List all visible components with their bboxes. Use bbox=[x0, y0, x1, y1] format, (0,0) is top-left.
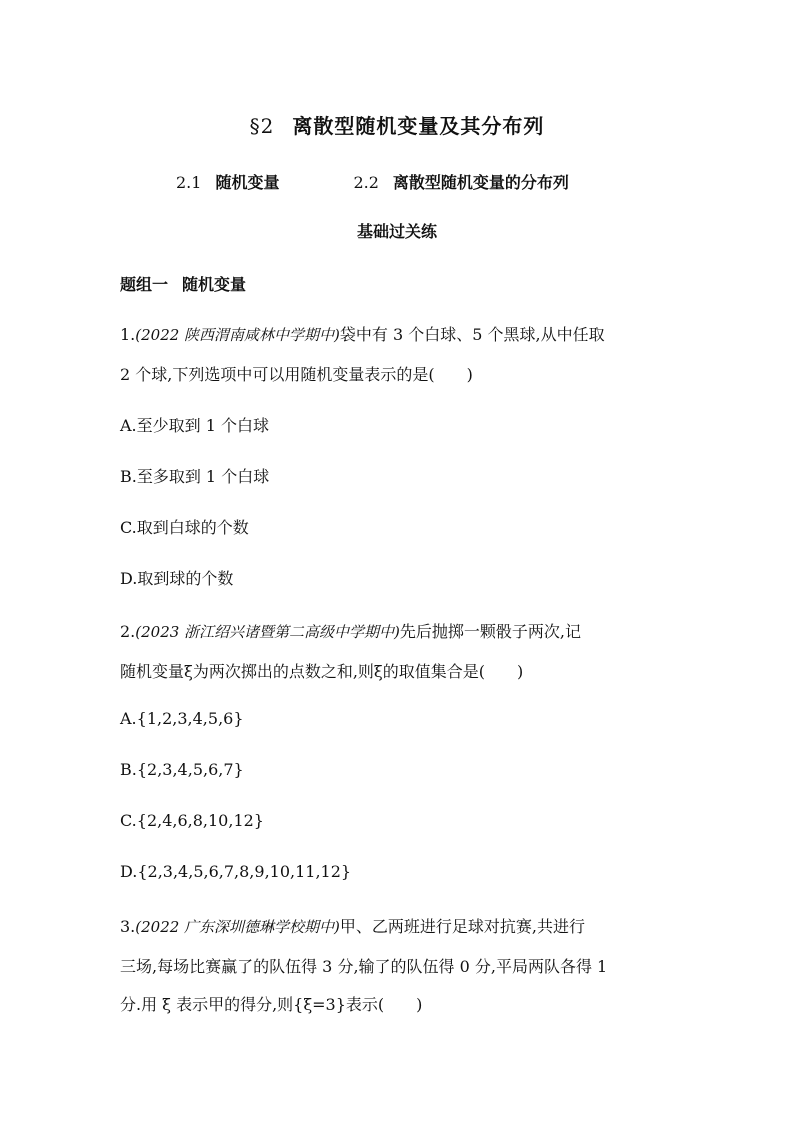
question-text: 甲、乙两班进行足球对抗赛,共进行 bbox=[339, 917, 586, 936]
question-2-option-d: D.{2,3,4,5,6,7,8,9,10,11,12} bbox=[120, 862, 352, 881]
subsection-b-title: 离散型随机变量的分布列 bbox=[392, 173, 569, 192]
question-source: (2023 浙江绍兴诸暨第二高级中学期中) bbox=[135, 623, 400, 641]
chapter-title bbox=[0, 110, 794, 139]
question-number: 3. bbox=[120, 917, 136, 936]
question-number: 2. bbox=[120, 622, 136, 641]
question-2-option-b: B.{2,3,4,5,6,7} bbox=[120, 760, 244, 779]
question-1-option-b: B.至多取到 1 个白球 bbox=[120, 467, 270, 486]
question-number: 1. bbox=[120, 325, 136, 344]
subsection-a-number: 2.1 bbox=[176, 173, 202, 192]
question-1-line-1 bbox=[120, 322, 605, 345]
chapter-title-text: 离散型随机变量及其分布列 bbox=[292, 114, 545, 138]
section-subtitle bbox=[176, 170, 569, 193]
question-2-option-a: A.{1,2,3,4,5,6} bbox=[120, 709, 244, 728]
group-title: 随机变量 bbox=[182, 275, 247, 294]
question-group-heading bbox=[120, 272, 246, 295]
question-3-line-2: 三场,每场比赛赢了的队伍得 3 分,输了的队伍得 0 分,平局两队各得 1 bbox=[120, 957, 608, 976]
question-3-line-1 bbox=[120, 914, 585, 937]
subsection-a-title: 随机变量 bbox=[215, 173, 280, 192]
question-source: (2022 广东深圳德琳学校期中) bbox=[135, 918, 340, 936]
question-2-line-1 bbox=[120, 619, 581, 642]
question-1-option-d: D.取到球的个数 bbox=[120, 569, 234, 588]
question-1-line-2: 2 个球,下列选项中可以用随机变量表示的是( ) bbox=[120, 365, 473, 384]
question-1-option-c: C.取到白球的个数 bbox=[120, 518, 249, 537]
exercise-section-heading: 基础过关练 bbox=[356, 222, 437, 241]
question-2-line-2: 随机变量ξ为两次掷出的点数之和,则ξ的取值集合是( ) bbox=[120, 662, 524, 681]
group-label: 题组一 bbox=[120, 275, 169, 294]
question-text: 先后抛掷一颗骰子两次,记 bbox=[399, 622, 582, 641]
question-text: 袋中有 3 个白球、5 个黑球,从中任取 bbox=[339, 325, 605, 344]
chapter-number: §2 bbox=[249, 114, 275, 138]
question-1-option-a: A.至少取到 1 个白球 bbox=[120, 416, 269, 435]
question-2-option-c: C.{2,4,6,8,10,12} bbox=[120, 811, 264, 830]
question-3-line-3: 分.用 ξ 表示甲的得分,则{ξ=3}表示( ) bbox=[120, 995, 423, 1014]
subsection-b-number: 2.2 bbox=[353, 173, 379, 192]
question-source: (2022 陕西渭南咸林中学期中) bbox=[135, 326, 340, 344]
